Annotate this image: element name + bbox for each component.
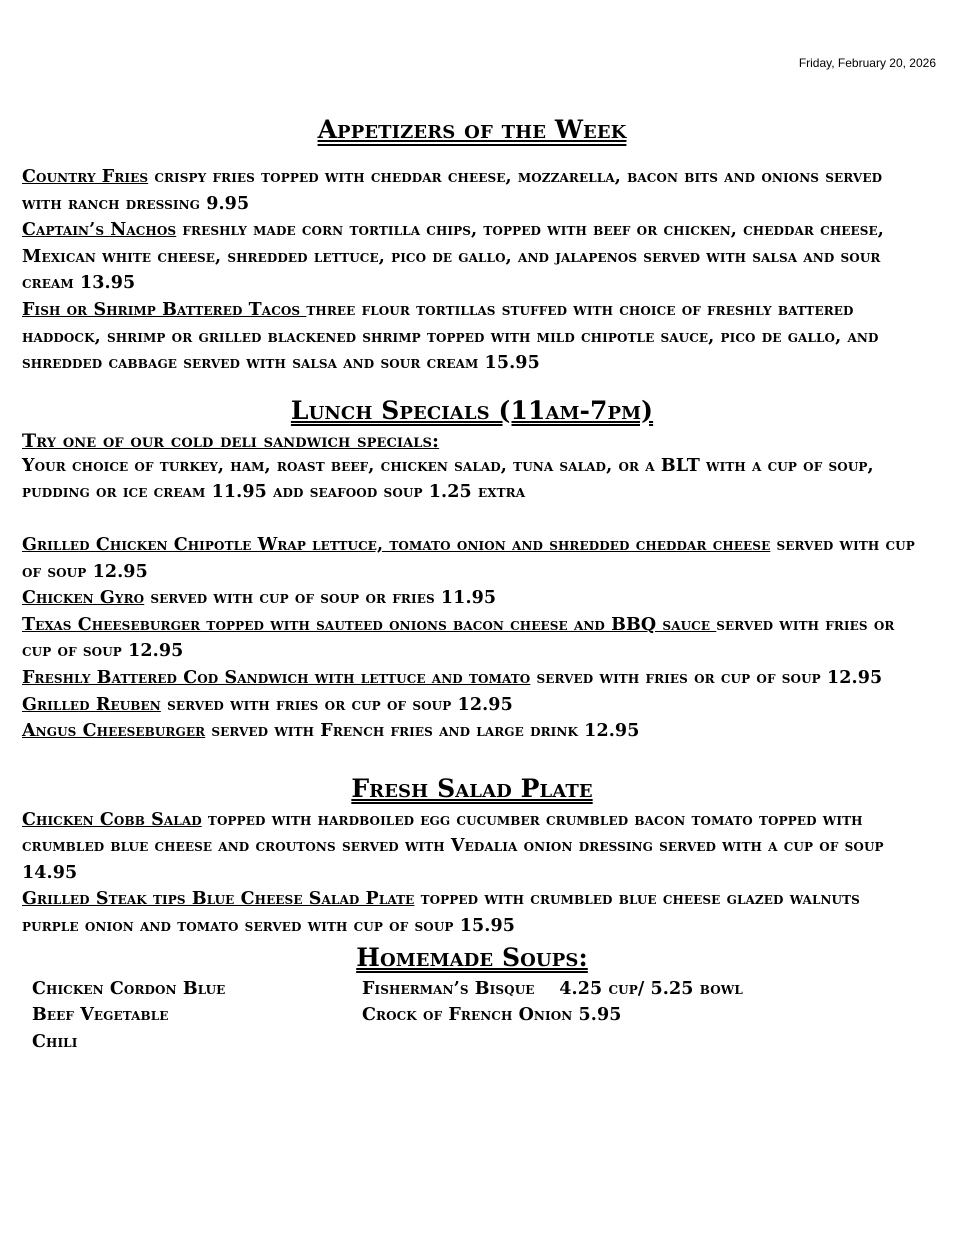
menu-item: [22, 807, 922, 887]
menu-item: [22, 886, 922, 939]
item-description: freshly made corn tortilla chips, topped with beef or chicken, cheddar cheese, Mexican white cheese, shredded lettuce, pico de gallo, and jalapenos served with salsa and sour cream 13.95: [22, 220, 884, 294]
lunch-heading: Lunch Specials (11am-7pm): [290, 395, 654, 425]
soup-item: Chicken Cordon Blue: [32, 978, 226, 999]
soup-item: Chili: [32, 1031, 78, 1052]
deli-title: Try one of our cold deli sandwich specials:: [22, 429, 440, 452]
item-description: served with cup of soup 12.95: [22, 534, 915, 582]
item-name: Freshly Battered Cod Sandwich with lettuce and tomato: [22, 667, 531, 688]
item-name: Angus Cheeseburger: [22, 721, 206, 742]
item-name: Grilled Chicken Chipotle Wrap lettuce, tomato onion and shredded cheddar cheese: [22, 534, 771, 555]
menu-item: [22, 164, 922, 217]
menu-item: [22, 692, 922, 719]
menu-item: [22, 585, 922, 612]
menu-item: [22, 297, 922, 377]
item-name: Fish or Shrimp Battered Tacos: [22, 299, 307, 320]
item-description: crispy fries topped with cheddar cheese, mozzarella, bacon bits and onions served with ranch dressing 9.95: [22, 167, 883, 214]
soup-item: Fisherman’s Bisque 4.25 cup/ 5.25 bowl: [362, 978, 743, 999]
salad-heading: Fresh Salad Plate: [351, 773, 593, 803]
item-description: served with fries or cup of soup 12.95: [22, 614, 895, 662]
item-name: Country Fries: [22, 167, 149, 187]
item-description: served with fries or cup of soup 12.95: [530, 667, 883, 688]
item-description: topped with hardboiled egg cucumber crumbled bacon tomato topped with crumbled blue cheese and croutons served with Vedalia onion dressing served with a cup of soup 14.95: [22, 809, 884, 883]
date-stamp: Friday, February 20, 2026: [798, 56, 936, 70]
item-description: served with cup of soup or fries 11.95: [144, 588, 497, 609]
menu-content: [22, 112, 922, 1055]
menu-item: [22, 532, 922, 585]
item-name: Texas Cheeseburger topped with sauteed onions bacon cheese and BBQ sauce: [22, 614, 717, 635]
item-description: topped with crumbled blue cheese glazed walnuts purple onion and tomato served with cup of soup 15.95: [22, 889, 860, 937]
deli-description: Your choice of turkey, ham, roast beef, chicken salad, tuna salad, or a BLT with a cup of soup, pudding or ice cream 11.95 add seafood soup 1.25 extra: [22, 455, 874, 503]
menu-item: [22, 217, 922, 297]
item-description: three flour tortillas stuffed with choice of freshly battered haddock, shrimp or grilled blackened shrimp topped with mild chipotle sauce, pico de gallo, and shredded cabbage served with salsa and sour cream 15.95: [22, 299, 879, 374]
soups-list: [22, 976, 922, 1056]
item-description: served with French fries and large drink 12.95: [205, 721, 640, 742]
soups-heading: Homemade Soups:: [356, 942, 588, 972]
item-name: Chicken Gyro: [22, 588, 145, 609]
soup-item: Crock of French Onion 5.95: [362, 1005, 622, 1026]
soup-item: Beef Vegetable: [32, 1005, 169, 1026]
item-name: Grilled Steak tips Blue Cheese Salad Plate: [22, 889, 415, 910]
item-name: Chicken Cobb Salad: [22, 809, 202, 830]
menu-item: [22, 665, 922, 692]
item-name: Captain’s Nachos: [22, 220, 177, 241]
menu-item: [22, 718, 922, 745]
menu-item: [22, 612, 922, 665]
appetizers-heading: Appetizers of the Week: [317, 115, 627, 144]
item-name: Grilled Reuben: [22, 694, 161, 715]
item-description: served with fries or cup of soup 12.95: [160, 694, 513, 715]
